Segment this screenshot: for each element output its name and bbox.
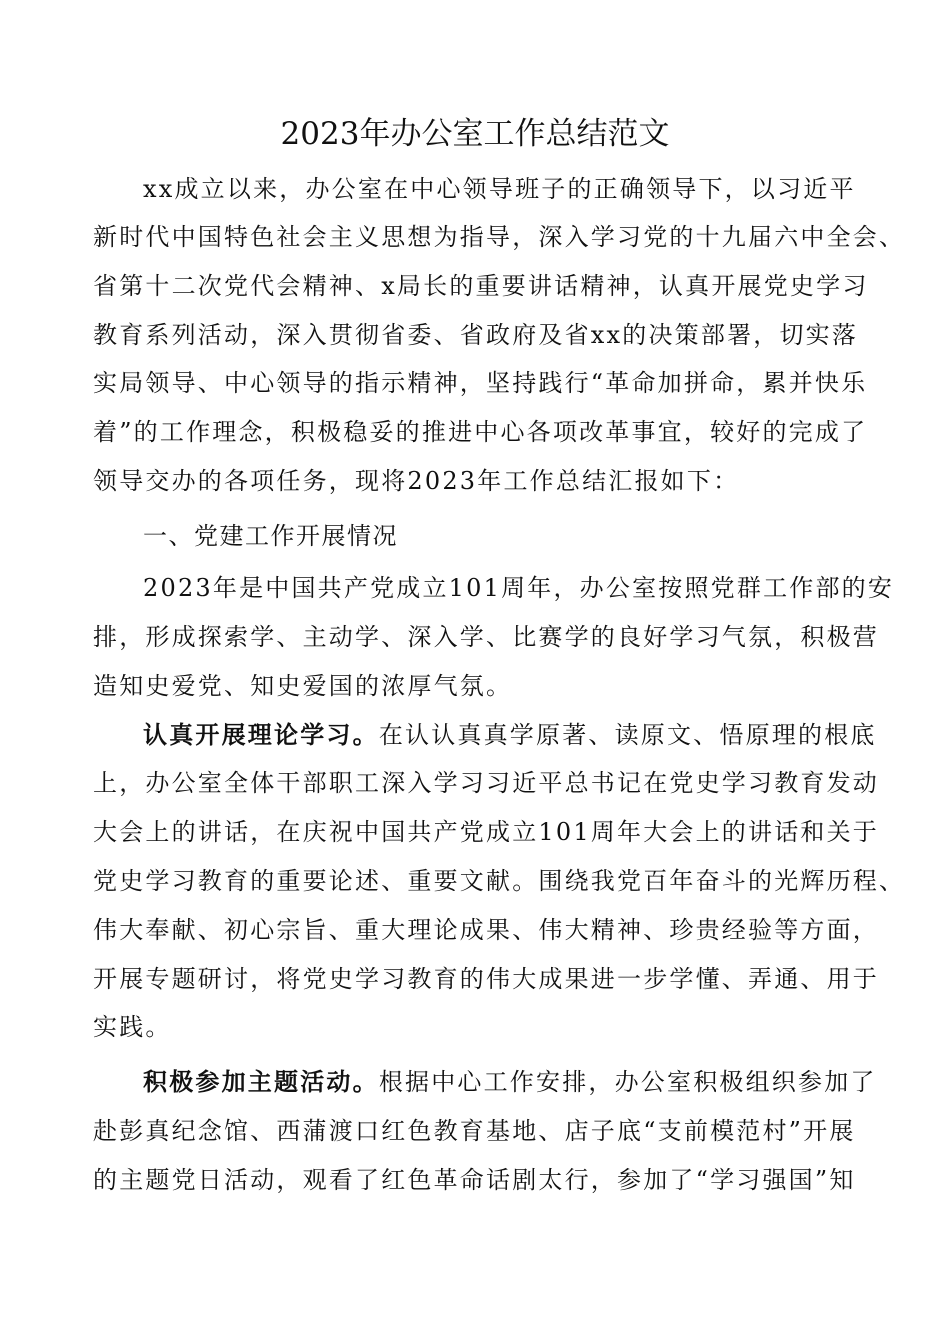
intro-line: 新时代中国特色社会主义思想为指导，深入学习党的十九届六中全会、 (93, 223, 906, 251)
paragraph-first-line (143, 718, 877, 752)
body-line: 党史学习教育的重要论述、重要文献。围绕我党百年奋斗的光辉历程、 (93, 867, 906, 895)
paragraph-first-line (143, 1065, 877, 1099)
body-line: 赴彭真纪念馆、西蒲渡口红色教育基地、店子底“支前模范村”开展 (93, 1117, 856, 1145)
paragraph-lead-bold: 认真开展理论学习。 (143, 720, 379, 749)
paragraph-lead-rest: 在认认真真学原著、读原文、悟原理的根底 (378, 721, 877, 749)
document-title: 2023年办公室工作总结范文 (280, 116, 670, 152)
section-heading: 一、党建工作开展情况 (143, 522, 398, 550)
intro-line: 实局领导、中心领导的指示精神，坚持践行“革命加拼命，累并快乐 (93, 369, 868, 397)
paragraph-lead-rest: 根据中心工作安排，办公室积极组织参加了 (378, 1068, 877, 1096)
paragraph-lead-bold: 积极参加主题活动。 (143, 1067, 379, 1096)
body-line: 的主题党日活动，观看了红色革命话剧太行，参加了“学习强国”知 (93, 1166, 856, 1194)
body-line: 大会上的讲话，在庆祝中国共产党成立101周年大会上的讲话和关于 (93, 818, 880, 846)
body-line: 实践。 (93, 1013, 172, 1041)
body-line: 上，办公室全体干部职工深入学习习近平总书记在党史学习教育发动 (93, 769, 879, 797)
intro-line: 省第十二次党代会精神、x局长的重要讲话精神，认真开展党史学习 (93, 272, 869, 300)
body-line: 开展专题研讨，将党史学习教育的伟大成果进一步学懂、弄通、用于 (93, 965, 879, 993)
intro-line: 着”的工作理念，积极稳妥的推进中心各项改革事宜，较好的完成了 (93, 418, 868, 446)
body-line: 造知史爱党、知史爱国的浓厚气氛。 (93, 672, 513, 700)
intro-line: xx成立以来，办公室在中心领导班子的正确领导下，以习近平 (143, 175, 856, 203)
body-line: 排，形成探索学、主动学、深入学、比赛学的良好学习气氛，积极营 (93, 623, 879, 651)
body-line: 伟大奉献、初心宗旨、重大理论成果、伟大精神、珍贵经验等方面， (93, 916, 879, 944)
intro-line: 领导交办的各项任务，现将2023年工作总结汇报如下： (93, 467, 740, 495)
body-line: 2023年是中国共产党成立101周年，办公室按照党群工作部的安 (143, 574, 895, 602)
intro-line: 教育系列活动，深入贯彻省委、省政府及省xx的决策部署，切实落 (93, 321, 859, 349)
